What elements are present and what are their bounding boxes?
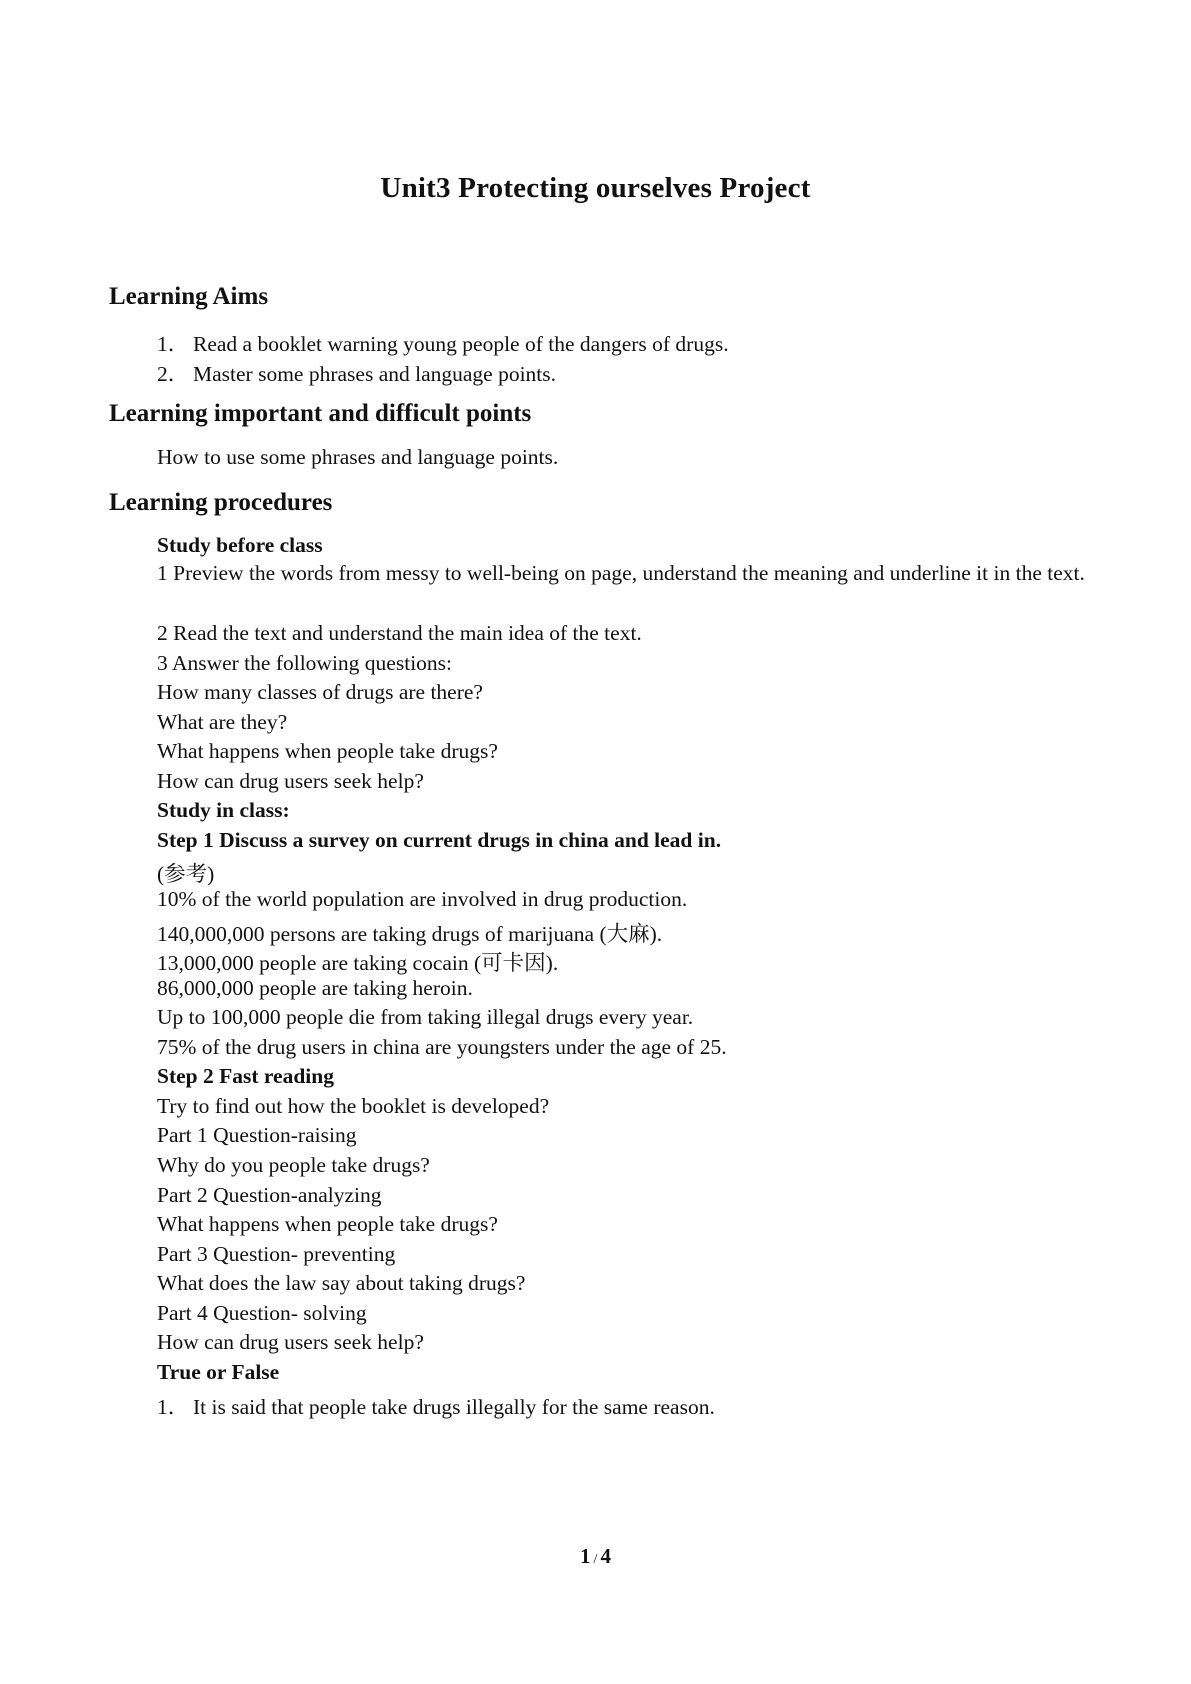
reference-label: (参考): [157, 862, 215, 886]
part-item: Part 2 Question-analyzing: [157, 1183, 382, 1207]
current-page: 1: [580, 1544, 591, 1568]
aim-text: Read a booklet warning young people of the dangers of drugs.: [193, 332, 729, 356]
aim-item: [157, 327, 729, 358]
aim-item: [157, 357, 556, 388]
true-or-false-heading: True or False: [157, 1360, 280, 1384]
part-item: Part 1 Question-raising: [157, 1123, 357, 1147]
tf-item: [157, 1390, 715, 1421]
part-item: What does the law say about taking drugs?: [157, 1271, 526, 1295]
part-item: Part 3 Question- preventing: [157, 1242, 396, 1266]
study-in-class-heading: Study in class:: [157, 798, 290, 822]
question-item: What are they?: [157, 710, 288, 734]
question-item: What happens when people take drugs?: [157, 739, 498, 763]
fact-item: 86,000,000 people are taking heroin.: [157, 976, 473, 1000]
fact-item: Up to 100,000 people die from taking illegal drugs every year.: [157, 1005, 694, 1029]
preview-instruction: 1 Preview the words from messy to well-being on page, understand the meaning and underline it in the text.: [157, 561, 1085, 585]
step2-heading: Step 2 Fast reading: [157, 1064, 334, 1088]
aim-number: 2．: [157, 362, 190, 386]
part-item: What happens when people take drugs?: [157, 1212, 498, 1236]
heading-learning-procedures: Learning procedures: [109, 489, 333, 516]
tf-number: 1．: [157, 1395, 190, 1419]
part-item: Part 4 Question- solving: [157, 1301, 367, 1325]
fast-reading-question: Try to find out how the booklet is developed?: [157, 1094, 550, 1118]
fact-item: 10% of the world population are involved in drug production.: [157, 887, 688, 911]
fact-item: 140,000,000 persons are taking drugs of marijuana (大麻).: [157, 922, 663, 946]
page-number: [0, 1544, 1191, 1569]
question-item: How can drug users seek help?: [157, 769, 424, 793]
answer-instruction: 3 Answer the following questions:: [157, 651, 453, 675]
step1-heading: Step 1 Discuss a survey on current drugs in china and lead in.: [157, 828, 722, 852]
fact-item: 13,000,000 people are taking cocain (可卡因).: [157, 951, 559, 975]
heading-important-points: Learning important and difficult points: [109, 400, 532, 427]
part-item: How can drug users seek help?: [157, 1330, 424, 1354]
page-title: Unit3 Protecting ourselves Project: [380, 172, 811, 204]
study-before-class-heading: Study before class: [157, 533, 323, 557]
question-item: How many classes of drugs are there?: [157, 680, 483, 704]
total-pages: 4: [600, 1544, 611, 1568]
aim-number: 1．: [157, 332, 190, 356]
tf-text: It is said that people take drugs illegally for the same reason.: [193, 1395, 715, 1419]
aim-text: Master some phrases and language points.: [193, 362, 557, 386]
fact-item: 75% of the drug users in china are youngsters under the age of 25.: [157, 1035, 727, 1059]
page-separator: /: [593, 1552, 598, 1567]
read-instruction: 2 Read the text and understand the main idea of the text.: [157, 621, 642, 645]
part-item: Why do you people take drugs?: [157, 1153, 430, 1177]
points-text: How to use some phrases and language points.: [157, 445, 559, 469]
heading-learning-aims: Learning Aims: [109, 283, 269, 310]
